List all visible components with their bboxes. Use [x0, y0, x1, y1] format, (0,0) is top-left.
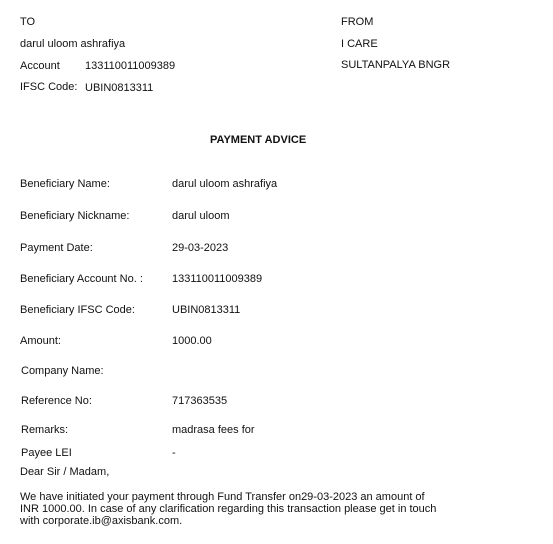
field-label-ifsc-code: Beneficiary IFSC Code: — [20, 304, 135, 316]
to-ifsc-value: UBIN0813311 — [85, 82, 154, 94]
to-ifsc-label: IFSC Code: — [20, 81, 78, 93]
to-account-label: Account — [20, 60, 60, 72]
field-label-amount: Amount: — [20, 335, 61, 347]
field-value-payment-date: 29-03-2023 — [172, 242, 229, 254]
field-label-reference-no: Reference No: — [21, 395, 92, 407]
from-name: I CARE — [341, 38, 378, 50]
field-label-payee-lei: Payee LEI — [21, 447, 72, 459]
from-address: SULTANPALYA BNGR — [341, 59, 451, 71]
field-value-payee-lei: - — [172, 447, 176, 459]
field-value-reference-no: 717363535 — [172, 395, 228, 407]
field-value-remarks: madrasa fees for — [172, 424, 255, 436]
field-label-payment-date: Payment Date: — [20, 242, 93, 254]
to-account-value: 133110011009389 — [85, 60, 176, 72]
field-label-beneficiary-nickname: Beneficiary Nickname: — [20, 210, 130, 222]
field-value-beneficiary-nickname: darul uloom — [172, 210, 230, 222]
to-name: darul uloom ashrafiya — [20, 38, 126, 50]
field-value-beneficiary-name: darul uloom ashrafiya — [172, 178, 278, 190]
from-heading: FROM — [341, 16, 374, 28]
document-title: PAYMENT ADVICE — [210, 134, 307, 146]
to-heading: TO — [20, 16, 36, 28]
field-value-amount: 1000.00 — [172, 335, 212, 347]
field-label-account-no: Beneficiary Account No. : — [20, 273, 143, 285]
field-value-account-no: 133110011009389 — [172, 273, 263, 285]
field-label-beneficiary-name: Beneficiary Name: — [20, 178, 110, 190]
salutation: Dear Sir / Madam, — [20, 466, 110, 478]
field-label-company-name: Company Name: — [21, 365, 104, 377]
field-value-ifsc-code: UBIN0813311 — [172, 304, 241, 316]
field-label-remarks: Remarks: — [21, 424, 69, 436]
message-paragraph: We have initiated your payment through Fund Transfer on29-03-2023 an amount of INR 1000.00. In case of any clarification regarding this transaction please get in touch with corporate.ib@axisbank.com. — [20, 491, 437, 527]
